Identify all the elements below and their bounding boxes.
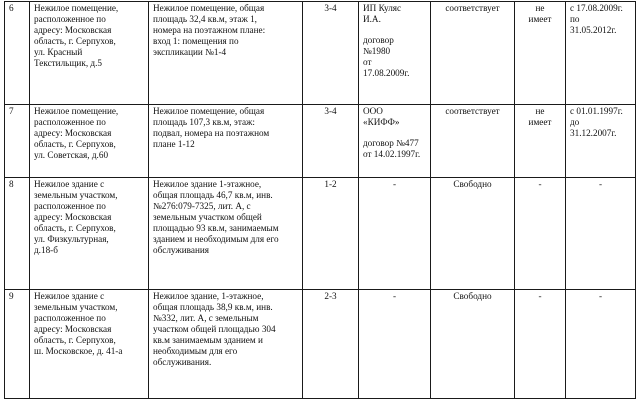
tenant-name: ООО (363, 106, 383, 116)
object-cell (30, 105, 149, 178)
contract-line: договор №477 (363, 138, 419, 148)
table-row (5, 290, 636, 399)
row-number: 8 (5, 178, 30, 290)
object-line: область, г. Серпухов, (34, 223, 116, 233)
mark-cell: 2-3 (303, 290, 359, 399)
description-line: Нежилое здание 1-этажное, (153, 179, 262, 189)
status-cell: Свободно (431, 290, 515, 399)
description-line: площадью 93 кв.м, занимаемым (153, 223, 279, 233)
description-line: земельным участком общей (153, 212, 262, 222)
object-line: адресу: Московская (34, 212, 112, 222)
tenant-cell (359, 2, 431, 105)
term-cell: - (566, 290, 636, 399)
object-line: область, г. Серпухов, (34, 139, 116, 149)
object-line: Нежилое помещение, (34, 106, 119, 116)
object-line: Нежилое здание с (34, 291, 105, 301)
description-line: экспликации №1-4 (153, 47, 227, 57)
term-line: 31.12.2007г. (570, 128, 617, 138)
term-line: с 01.01.1997г. (570, 106, 623, 116)
mark-cell: 3-4 (303, 105, 359, 178)
row-number: 6 (5, 2, 30, 105)
description-line: вход 1: помещения по (153, 36, 239, 46)
spacer (363, 128, 426, 138)
object-line: Текстильщик, д.5 (34, 58, 102, 68)
tenant-cell (359, 105, 431, 178)
object-cell (30, 2, 149, 105)
encumbrance-line: не (535, 3, 545, 13)
description-line: необходимым для его (153, 346, 238, 356)
description-line: обслуживания. (153, 357, 212, 367)
description-line: Нежилое здание, 1-этажное, (153, 291, 264, 301)
table-row (5, 2, 636, 105)
object-line: ул. Физкультурная, (34, 234, 109, 244)
object-line: адресу: Московская (34, 25, 112, 35)
term-line: до (570, 117, 580, 127)
row-number: 7 (5, 105, 30, 178)
term-line: с 17.08.2009г. по (570, 3, 626, 24)
object-line: адресу: Московская (34, 324, 112, 334)
description-line: №332, лит. А, с земельным (153, 313, 259, 323)
tenant-name: ИП Куляс (363, 3, 402, 13)
encumbrance-line: имеет (528, 117, 552, 127)
description-line: зданием и необходимым для его (153, 234, 279, 244)
table-row (5, 178, 636, 290)
description-line: кв.м занимаемым зданием и (153, 335, 263, 345)
tenant-cell: - (359, 290, 431, 399)
property-register-table (4, 1, 636, 399)
description-cell (149, 290, 303, 399)
term-cell: - (566, 178, 636, 290)
term-cell (566, 2, 636, 105)
description-line: плане 1-12 (153, 139, 195, 149)
description-line: площадь 32,4 кв.м, этаж 1, (153, 14, 257, 24)
encumbrance-cell: - (515, 290, 566, 399)
status-cell: соответствует (431, 105, 515, 178)
object-line: Нежилое помещение, (34, 3, 119, 13)
description-cell (149, 2, 303, 105)
term-line: 31.05.2012г. (570, 25, 617, 35)
encumbrance-cell: - (515, 178, 566, 290)
contract-line: договор (363, 35, 394, 45)
description-cell (149, 105, 303, 178)
description-line: участком общей площадью 304 (153, 324, 276, 334)
status-cell: соответствует (431, 2, 515, 105)
encumbrance-cell (515, 105, 566, 178)
object-line: земельным участком, (34, 302, 118, 312)
row-number: 9 (5, 290, 30, 399)
table-row (5, 105, 636, 178)
contract-line: 17.08.2009г. (363, 68, 410, 78)
contract-line: №1980 (363, 46, 391, 56)
description-line: площадь 107,3 кв.м, этаж: (153, 117, 255, 127)
object-line: ш. Московское, д. 41-а (34, 346, 123, 356)
tenant-cell: - (359, 178, 431, 290)
object-line: адресу: Московская (34, 128, 112, 138)
object-line: расположенное по (34, 313, 106, 323)
description-line: обслуживания (153, 245, 210, 255)
description-cell (149, 178, 303, 290)
object-line: расположенное по (34, 14, 106, 24)
object-line: расположенное по (34, 117, 106, 127)
description-line: номера на поэтажном плане: (153, 25, 266, 35)
object-line: ул. Советская, д.60 (34, 150, 109, 160)
contract-line: от 14.02.1997г. (363, 149, 421, 159)
contract-line: от (363, 57, 372, 67)
object-line: д.18-б (34, 245, 58, 255)
object-line: земельным участком, (34, 190, 118, 200)
tenant-name: И.А. (363, 14, 381, 24)
encumbrance-line: не (535, 106, 545, 116)
description-line: общая площадь 46,7 кв.м, инв. (153, 190, 273, 200)
spacer (363, 25, 426, 35)
object-cell (30, 290, 149, 399)
term-cell (566, 105, 636, 178)
object-line: ул. Красный (34, 47, 83, 57)
encumbrance-line: имеет (528, 14, 552, 24)
object-line: Нежилое здание с (34, 179, 105, 189)
object-line: область, г. Серпухов, (34, 335, 116, 345)
description-line: №276:079-7325, лит. А, с (153, 201, 251, 211)
description-line: общая площадь 38,9 кв.м, инв. (153, 302, 273, 312)
encumbrance-cell (515, 2, 566, 105)
description-line: Нежилое помещение, общая (153, 106, 265, 116)
description-line: Нежилое помещение, общая (153, 3, 265, 13)
status-cell: Свободно (431, 178, 515, 290)
tenant-name: «КИФФ» (363, 117, 400, 127)
object-line: расположенное по (34, 201, 106, 211)
object-line: область, г. Серпухов, (34, 36, 116, 46)
mark-cell: 1-2 (303, 178, 359, 290)
mark-cell: 3-4 (303, 2, 359, 105)
description-line: подвал, номера на поэтажном (153, 128, 270, 138)
object-cell (30, 178, 149, 290)
